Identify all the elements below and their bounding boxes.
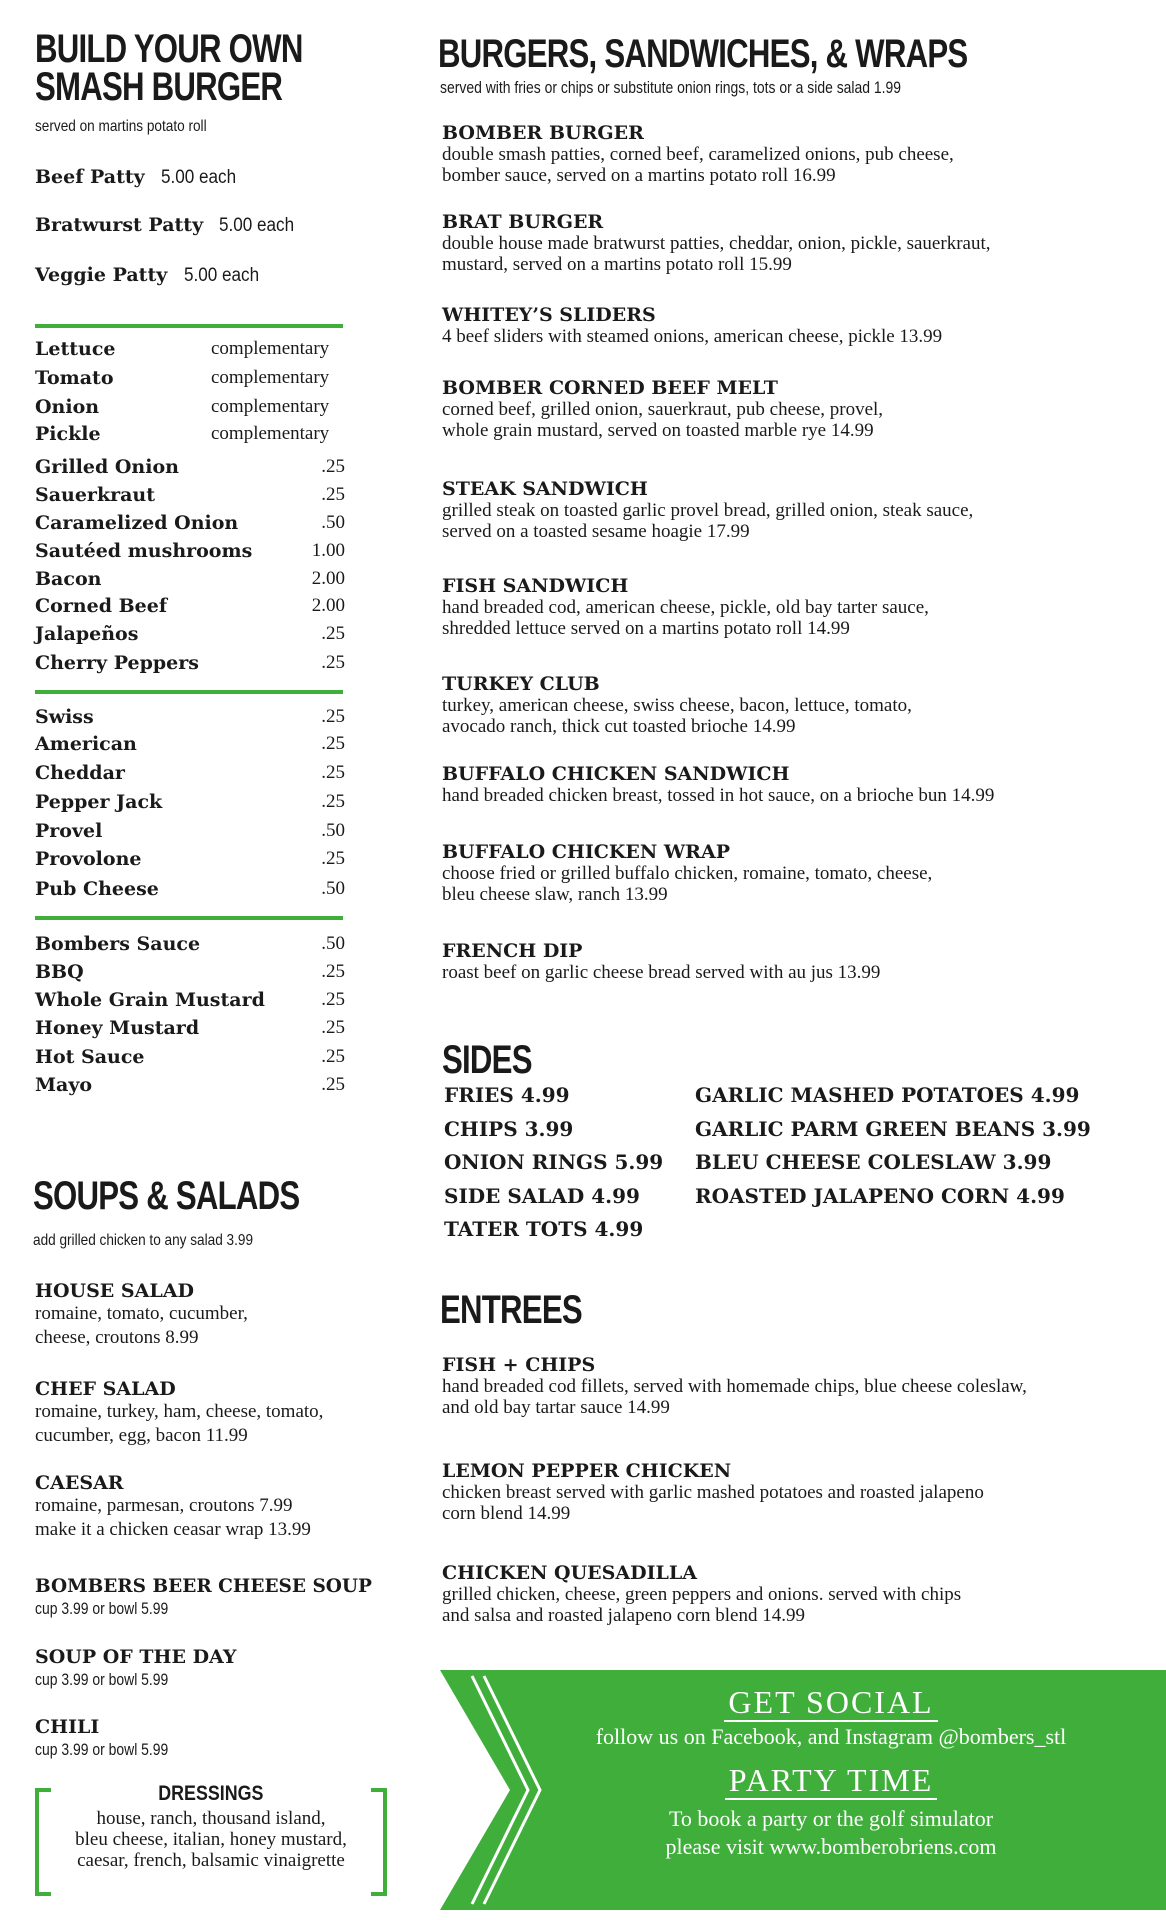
topping-name: Corned Beef (35, 595, 168, 617)
build-subtitle: served on martins potato roll (35, 118, 207, 135)
topping-price: complementary (211, 396, 330, 417)
item-desc: make it a chicken ceasar wrap 13.99 (35, 1519, 311, 1540)
topping-row (35, 456, 345, 482)
item-desc: cup 3.99 or bowl 5.99 (35, 1599, 169, 1618)
social-heading-wrap (440, 1684, 1166, 1721)
sauce-name: Whole Grain Mustard (35, 989, 265, 1011)
social-heading: GET SOCIAL (724, 1684, 937, 1722)
dressings-line: house, ranch, thousand island, (96, 1808, 326, 1829)
topping-row (35, 512, 345, 538)
item-name: FRENCH DIP (442, 940, 583, 962)
social-banner (440, 1670, 1166, 1910)
topping-price: .25 (321, 456, 345, 477)
entree-item (442, 1354, 1122, 1418)
sauce-price: .25 (321, 1017, 345, 1038)
topping-row (35, 652, 345, 678)
menu-item (442, 122, 1122, 186)
patty-price: 5.00 each (219, 215, 295, 236)
dressings-line: bleu cheese, italian, honey mustard, (75, 1829, 347, 1850)
salad-item (35, 1378, 323, 1448)
sauce-row (35, 1017, 345, 1043)
item-desc: turkey, american cheese, swiss cheese, bacon, lettuce, tomato, (442, 695, 912, 716)
topping-row (35, 338, 345, 364)
entrees-title: ENTREES (440, 1288, 582, 1332)
menu-item (442, 211, 1122, 275)
item-desc: romaine, parmesan, croutons 7.99 (35, 1495, 293, 1516)
item-name: BUFFALO CHICKEN SANDWICH (442, 763, 790, 785)
item-desc: romaine, turkey, ham, cheese, tomato, (35, 1401, 324, 1422)
cheese-name: Cheddar (35, 762, 125, 784)
menu-item (442, 478, 1122, 542)
social-line: follow us on Facebook, and Instagram @bombers_stl (595, 1724, 1067, 1749)
sauce-row (35, 933, 345, 959)
side-item: CHIPS 3.99 (444, 1117, 574, 1141)
cheese-row (35, 878, 345, 904)
cheese-price: .50 (321, 820, 345, 841)
dressings-line: caesar, french, balsamic vinaigrette (77, 1850, 345, 1871)
sauce-name: Honey Mustard (35, 1017, 200, 1039)
item-desc: cup 3.99 or bowl 5.99 (35, 1740, 169, 1759)
burgers-title: BURGERS, SANDWICHES, & WRAPS (438, 32, 968, 76)
topping-price: complementary (211, 338, 330, 359)
side-item: BLEU CHEESE COLESLAW 3.99 (695, 1150, 1052, 1174)
topping-name: Grilled Onion (35, 456, 179, 478)
cheese-row (35, 820, 345, 846)
menu-item (442, 377, 1122, 441)
item-name: CAESAR (35, 1472, 124, 1494)
cheese-name: Pepper Jack (35, 791, 163, 813)
item-desc: corned beef, grilled onion, sauerkraut, pub cheese, provel, (442, 399, 884, 420)
patty-name: Bratwurst Patty (35, 214, 204, 236)
dressings-title: DRESSINGS (158, 1782, 264, 1805)
soup-item (35, 1576, 372, 1619)
topping-row (35, 623, 345, 649)
patty-item (35, 262, 267, 287)
item-name: BOMBER BURGER (442, 122, 644, 144)
cheese-price: .25 (321, 848, 345, 869)
party-line: please visit www.bomberobriens.com (665, 1834, 997, 1859)
dressings-list (35, 1808, 387, 1871)
topping-name: Jalapeños (35, 623, 139, 645)
item-desc: served on a toasted sesame hoagie 17.99 (442, 521, 750, 542)
salad-item (35, 1472, 311, 1542)
topping-row (35, 540, 345, 566)
topping-price: .25 (321, 623, 345, 644)
item-name: TURKEY CLUB (442, 673, 600, 695)
topping-price: 2.00 (311, 568, 345, 589)
burgers-subtitle: served with fries or chips or substitute onion rings, tots or a side salad 1.99 (440, 78, 902, 97)
patty-price: 5.00 each (161, 167, 237, 188)
cheese-name: Provel (35, 820, 103, 842)
item-name: CHILI (35, 1716, 100, 1738)
side-item: TATER TOTS 4.99 (444, 1217, 644, 1241)
patty-item (35, 212, 303, 237)
item-name: BRAT BURGER (442, 211, 604, 233)
cheese-name: Provolone (35, 848, 142, 870)
item-desc: hand breaded chicken breast, tossed in hot sauce, on a brioche bun 14.99 (442, 785, 995, 806)
side-item: GARLIC PARM GREEN BEANS 3.99 (695, 1117, 1091, 1141)
patty-name: Veggie Patty (35, 264, 168, 286)
topping-name: Bacon (35, 568, 102, 590)
item-desc: mustard, served on a martins potato roll 15.99 (442, 254, 792, 275)
topping-name: Pickle (35, 423, 101, 445)
item-name: BOMBERS BEER CHEESE SOUP (35, 1576, 372, 1597)
soup-item (35, 1716, 198, 1760)
cheese-price: .25 (321, 733, 345, 754)
item-name: FISH SANDWICH (442, 575, 629, 597)
side-item: FRIES 4.99 (444, 1083, 570, 1107)
entree-item (442, 1460, 1122, 1524)
sauce-row (35, 1046, 345, 1072)
item-name: STEAK SANDWICH (442, 478, 648, 500)
item-desc: chicken breast served with garlic mashed potatoes and roasted jalapeno (442, 1482, 984, 1503)
topping-price: complementary (211, 423, 330, 444)
topping-price: 2.00 (311, 595, 345, 616)
topping-name: Sautéed mushrooms (35, 540, 253, 562)
topping-price: complementary (211, 367, 330, 388)
item-name: CHEF SALAD (35, 1378, 176, 1400)
party-heading: PARTY TIME (725, 1762, 937, 1800)
item-name: SOUP OF THE DAY (35, 1646, 237, 1668)
cheese-row (35, 791, 345, 817)
sauce-row (35, 989, 345, 1015)
sauce-price: .25 (321, 961, 345, 982)
item-desc: cheese, croutons 8.99 (35, 1327, 199, 1348)
topping-name: Cherry Peppers (35, 652, 199, 674)
sides-title: SIDES (442, 1038, 532, 1082)
cheese-row (35, 706, 345, 732)
divider (35, 916, 343, 920)
cheese-name: Swiss (35, 706, 94, 728)
cheese-name: American (35, 733, 137, 755)
item-desc: romaine, tomato, cucumber, (35, 1303, 248, 1324)
cheese-name: Pub Cheese (35, 878, 159, 900)
build-title-line1: BUILD YOUR OWN (35, 27, 303, 71)
topping-row (35, 568, 345, 594)
item-desc: hand breaded cod, american cheese, pickle, old bay tarter sauce, (442, 597, 929, 618)
cheese-price: .50 (321, 878, 345, 899)
item-desc: and salsa and roasted jalapeno corn blend 14.99 (442, 1605, 805, 1626)
item-desc: and old bay tartar sauce 14.99 (442, 1397, 670, 1418)
item-desc: double smash patties, corned beef, caramelized onions, pub cheese, (442, 144, 954, 165)
item-desc: bleu cheese slaw, ranch 13.99 (442, 884, 668, 905)
cheese-row (35, 733, 345, 759)
divider (35, 324, 343, 328)
sauce-price: .50 (321, 933, 345, 954)
topping-row (35, 367, 345, 393)
topping-name: Onion (35, 396, 100, 418)
topping-row (35, 396, 345, 422)
item-desc: bomber sauce, served on a martins potato roll 16.99 (442, 165, 836, 186)
sauce-price: .25 (321, 1046, 345, 1067)
sauce-price: .25 (321, 1074, 345, 1095)
item-desc: roast beef on garlic cheese bread served with au jus 13.99 (442, 962, 881, 983)
item-desc: shredded lettuce served on a martins potato roll 14.99 (442, 618, 850, 639)
topping-name: Sauerkraut (35, 484, 156, 506)
cheese-row (35, 848, 345, 874)
topping-price: 1.00 (311, 540, 345, 561)
soup-item (35, 1646, 236, 1690)
side-item: ONION RINGS 5.99 (444, 1150, 664, 1174)
item-name: FISH + CHIPS (442, 1354, 596, 1376)
soups-title: SOUPS & SALADS (33, 1174, 300, 1218)
item-name: LEMON PEPPER CHICKEN (442, 1460, 732, 1482)
item-desc: double house made bratwurst patties, cheddar, onion, pickle, sauerkraut, (442, 233, 991, 254)
menu-item (442, 841, 1122, 905)
side-item: GARLIC MASHED POTATOES 4.99 (695, 1083, 1080, 1107)
cheese-price: .25 (321, 762, 345, 783)
sauce-name: Hot Sauce (35, 1046, 145, 1068)
sauce-row (35, 1074, 345, 1100)
item-name: BUFFALO CHICKEN WRAP (442, 841, 730, 863)
cheese-price: .25 (321, 791, 345, 812)
entree-item (442, 1562, 1122, 1626)
item-desc: hand breaded cod fillets, served with homemade chips, blue cheese coleslaw, (442, 1376, 1027, 1397)
item-name: BOMBER CORNED BEEF MELT (442, 377, 778, 399)
patty-price: 5.00 each (183, 265, 259, 286)
dressings-title-wrap (35, 1782, 387, 1806)
item-desc: choose fried or grilled buffalo chicken, romaine, tomato, cheese, (442, 863, 933, 884)
item-desc: corn blend 14.99 (442, 1503, 571, 1524)
topping-name: Lettuce (35, 338, 116, 360)
side-item: ROASTED JALAPENO CORN 4.99 (695, 1184, 1065, 1208)
item-desc: cucumber, egg, bacon 11.99 (35, 1425, 248, 1446)
cheese-row (35, 762, 345, 788)
menu-item (442, 673, 1122, 737)
item-desc: grilled steak on toasted garlic provel bread, grilled onion, steak sauce, (442, 500, 974, 521)
menu-item (442, 763, 1122, 806)
topping-price: .50 (321, 512, 345, 533)
party-heading-wrap (440, 1762, 1166, 1799)
item-name: CHICKEN QUESADILLA (442, 1562, 697, 1584)
patty-item (35, 164, 245, 189)
item-desc: cup 3.99 or bowl 5.99 (35, 1670, 169, 1689)
item-name: WHITEY’S SLIDERS (442, 304, 656, 326)
topping-name: Tomato (35, 367, 114, 389)
sauce-name: Bombers Sauce (35, 933, 201, 955)
item-desc: grilled chicken, cheese, green peppers and onions. served with chips (442, 1584, 962, 1605)
sauce-name: BBQ (35, 961, 84, 983)
patty-name: Beef Patty (35, 166, 145, 188)
menu-item (442, 575, 1122, 639)
menu-item (442, 304, 1122, 347)
side-item: SIDE SALAD 4.99 (444, 1184, 640, 1208)
sauce-price: .25 (321, 989, 345, 1010)
menu-item (442, 940, 1122, 983)
salad-item (35, 1280, 248, 1350)
build-title-line2: SMASH BURGER (35, 65, 283, 109)
topping-row (35, 595, 345, 621)
topping-price: .25 (321, 652, 345, 673)
item-desc: whole grain mustard, served on toasted marble rye 14.99 (442, 420, 874, 441)
topping-name: Caramelized Onion (35, 512, 239, 534)
sauce-name: Mayo (35, 1074, 93, 1096)
divider (35, 690, 343, 694)
party-line: To book a party or the golf simulator (668, 1806, 994, 1831)
cheese-price: .25 (321, 706, 345, 727)
topping-price: .25 (321, 484, 345, 505)
soups-subtitle: add grilled chicken to any salad 3.99 (33, 1232, 254, 1249)
sauce-row (35, 961, 345, 987)
topping-row (35, 423, 345, 449)
topping-row (35, 484, 345, 510)
item-desc: avocado ranch, thick cut toasted brioche 14.99 (442, 716, 796, 737)
item-name: HOUSE SALAD (35, 1280, 194, 1302)
item-desc: 4 beef sliders with steamed onions, american cheese, pickle 13.99 (442, 326, 943, 347)
dressings-box (35, 1782, 387, 1892)
